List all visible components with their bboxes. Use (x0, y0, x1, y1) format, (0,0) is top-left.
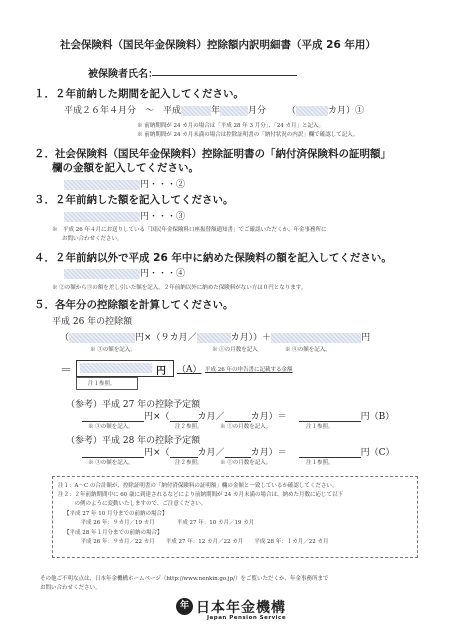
section4-heading: ４．２年前納以外で平成 26 年中に納めた保険料の額を記入してください。 (34, 252, 392, 264)
ref27-total-months-line[interactable] (225, 412, 251, 422)
note-line-4: 平成 26 年：９カ月／19 カ月 平成 27 年：10 カ月／19 カ月 (64, 520, 255, 526)
equals-sign: ＝ (60, 363, 73, 377)
note-line-0: 注１：A～C の合計額が、控除証明書の「納付済保険料の証明額」欄の金額と一致しているか確認してください。 (58, 483, 338, 489)
ref27-text2: カ月／ (197, 412, 225, 422)
pension-seal-icon: 年 (176, 598, 193, 615)
section1-note1: ※ 前納期間が 24 カ月の場合は「平成 28 年 3 月分」、「24 カ月」と記入。 (137, 123, 324, 129)
year-unit: 年 (211, 106, 221, 116)
ref28-text2: カ月／ (197, 448, 225, 458)
formula-months-field[interactable] (197, 333, 231, 343)
ref27-note2: 注２参照。 (175, 424, 203, 430)
ref28-note2: 注２参照。 (175, 460, 203, 466)
section4-unit: 円・・・④ (140, 269, 186, 279)
section2-heading-2: 欄の金額を記入してください。 (52, 162, 199, 174)
section2-unit: 円・・・② (140, 180, 186, 190)
note-line-5: 【平成 28 年１月分までの前納の場合】 (64, 530, 163, 536)
ref28-formula (82, 445, 394, 458)
insured-name-line[interactable] (152, 75, 297, 76)
month-count-field[interactable] (296, 106, 328, 116)
section3-unit: 円・・・③ (140, 212, 186, 222)
ref28-amount-line[interactable] (82, 448, 144, 458)
section2-heading-1: ２．社会保険料（国民年金保険料）控除証明書の「納付済保険料の証明額」 (34, 148, 391, 160)
formula-amount-field[interactable] (69, 333, 135, 343)
ref28-months-line[interactable] (170, 448, 198, 458)
ref28-text3: カ月）＝ (250, 448, 287, 458)
ref27-text3: カ月）＝ (250, 412, 287, 422)
note-line-3: 【平成 27 年 10 月分までの前納の場合】 (64, 511, 168, 517)
note-line-6: 平成 26 年：９カ月／22 カ月 平成 27 年：12 カ月／22 カ月 平成 28 年：１カ月／22 カ月 (64, 539, 329, 545)
formula-yen: 円×（９カ月／ (135, 333, 197, 343)
ref27-note1: ※ ③の額を記入。 (88, 424, 134, 430)
ref28-text4: 円（C） (360, 448, 395, 458)
certified-amount-field[interactable] (64, 180, 140, 190)
result-amount-field[interactable] (80, 363, 152, 373)
ref27-result-line[interactable] (299, 412, 361, 422)
insured-name-label: 被保険者氏名： (88, 69, 158, 80)
month-unit: 月分 (248, 106, 267, 116)
ref27-text4: 円（B） (360, 412, 395, 422)
section5-formula: （ 円×（９カ月／ カ月））＋ 円 (60, 333, 371, 343)
pension-logo-english: Japan Pension Service (207, 615, 287, 621)
pension-logo: 日本年金機構 (196, 600, 286, 616)
note1-ref: 注１参照。 (88, 381, 116, 387)
section1-heading: １．２年前納した期間を記入してください。 (34, 88, 244, 100)
ref28-note3: ※ ①の月数を記入。 (220, 460, 272, 466)
ref27-heading: （参考）平成 27 年の控除予定額 (66, 400, 201, 410)
section1-period-row: 平成２６年４月分 ～ 平成 年 月分 （ カ月）① (64, 106, 364, 116)
section5-note-a: ※ ③の額を記入。 (90, 347, 136, 353)
page-title: 社会保険料（国民年金保険料）控除額内訳明細書（平成 26 年用） (60, 39, 376, 51)
section5-subheading: 平成 26 年の控除額 (52, 317, 133, 327)
section1-note2: ※ 前納期間が 24 カ月未満の場合は控除証明書の「納付状況の内訳」欄で確認して記入。 (137, 132, 359, 138)
note-line-1: 注２：２年前納期間中に 60 歳に到達されるなどにより前納期間が 24 カ月未満の場合は、納めた月数に応じて以下 (58, 492, 343, 498)
result-unit: 円 (156, 366, 166, 377)
formula-months-unit: カ月））＋ (230, 333, 272, 343)
section3-heading: ３．２年前納した額を記入してください。 (34, 194, 234, 206)
result-label-a: （A） (177, 365, 202, 375)
ref27-note3: ※ ①の月数を記入。 (220, 424, 272, 430)
formula-end: 円 (361, 333, 371, 343)
section4-amount-row (64, 266, 185, 279)
other-amount-field[interactable] (64, 269, 140, 279)
end-month-field[interactable] (220, 106, 248, 116)
ref27-text1: 円×（ (144, 412, 170, 422)
footer-text-2: お問い合わせください。 (40, 585, 101, 591)
ref28-note4: 注１参照。 (306, 460, 334, 466)
ref28-heading: （参考）平成 28 年の控除予定額 (66, 436, 201, 446)
ref28-note1: ※ ③の額を記入。 (88, 460, 134, 466)
section5-note-b: ※ ①の月数を記入 (212, 347, 258, 353)
ref28-total-months-line[interactable] (225, 448, 251, 458)
end-year-field[interactable] (181, 106, 211, 116)
section5-note-c: ※ ④の額を記入。 (285, 347, 331, 353)
footer-text-1: その他ご不明な点は、日本年金機構ホームページ（http://www.nenkin.go.jp/）をご覧いただくか、年金事務所まで (40, 576, 329, 582)
result-note: 平成 26 年の申告書に記載する金額 (205, 367, 293, 373)
ref28-result-line[interactable] (299, 448, 361, 458)
count-unit: カ月）① (327, 106, 364, 116)
section3-note-1: ※ 平成 26 年４月にお送りしている「国民年金保険料口座振替額通知書」でご確認いただくか、年金事務所に (52, 227, 327, 233)
ref27-formula (82, 409, 394, 422)
ref27-note4: 注１参照。 (306, 424, 334, 430)
section5-heading: ５．各年分の控除額を計算してください。 (34, 299, 234, 311)
note-line-2: の例のように変動いたしますので、ご注意ください。 (58, 501, 207, 507)
section4-note: ※ ②の額から③の額を差し引いた額を記入。２年前納以外に納めた保険料がない方は０円となります。 (52, 285, 307, 291)
ref28-text1: 円×（ (144, 448, 170, 458)
section2-amount-row (64, 177, 185, 190)
section3-note-2: お問い合わせください。 (62, 236, 123, 242)
formula-other-field[interactable] (271, 333, 361, 343)
section3-amount-row (64, 209, 185, 222)
ref27-months-line[interactable] (170, 412, 198, 422)
ref27-amount-line[interactable] (82, 412, 144, 422)
period-from-text: 平成２６年４月分 ～ 平成 (64, 106, 182, 116)
prepaid-amount-field[interactable] (64, 212, 140, 222)
